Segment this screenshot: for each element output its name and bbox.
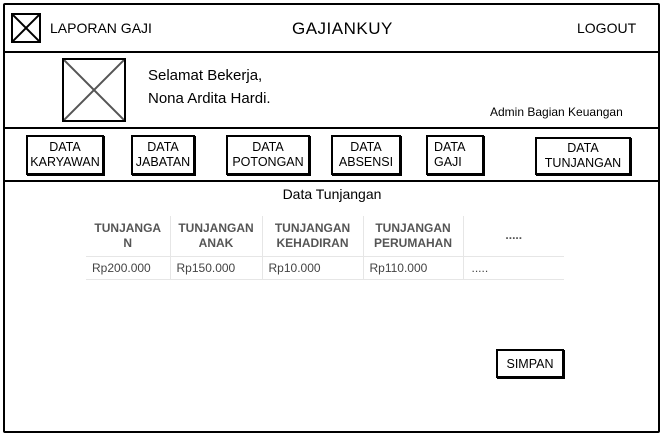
header-line2: PERUMAHAN	[374, 235, 452, 250]
user-role: Admin Bagian Keuangan	[490, 105, 623, 119]
app-title: GAJIANKUY	[292, 19, 393, 38]
nav-label-line1: DATA	[434, 140, 466, 154]
nav-label-line2: KARYAWAN	[30, 155, 100, 169]
nav-label-line2: ABSENSI	[338, 155, 394, 169]
nav-label-line1: DATA	[147, 140, 179, 154]
table-cell: .....	[463, 256, 564, 279]
nav-label-line1: DATA	[350, 140, 382, 154]
header-line2: N	[123, 235, 133, 250]
column-header-perumahan	[363, 216, 463, 256]
nav-data-tunjangan-button[interactable]	[535, 137, 631, 175]
logo-placeholder-icon	[11, 13, 41, 43]
section-title: Data Tunjangan	[282, 186, 382, 202]
column-header-more	[463, 216, 564, 256]
table-cell: Rp110.000	[363, 256, 463, 279]
header-line2: KEHADIRAN	[276, 235, 349, 250]
nav-data-potongan-button[interactable]	[226, 135, 310, 175]
nav-label-line1: DATA	[567, 141, 599, 155]
header-line1: TUNJANGA	[94, 220, 162, 235]
logout-button[interactable]: LOGOUT	[577, 20, 637, 36]
nav-data-jabatan-button[interactable]	[131, 135, 195, 175]
table-header-row	[86, 216, 564, 256]
tunjangan-table	[86, 216, 564, 280]
divider	[3, 51, 660, 53]
nav-data-absensi-button[interactable]	[331, 135, 401, 175]
laporan-gaji-link[interactable]: LAPORAN GAJI	[50, 20, 152, 36]
table-row	[86, 256, 564, 279]
simpan-button[interactable]: SIMPAN	[496, 349, 564, 378]
nav-label-line2: GAJI	[434, 155, 462, 169]
column-header-anak	[170, 216, 262, 256]
nav-label-line1: DATA	[252, 140, 284, 154]
table-cell: Rp150.000	[170, 256, 262, 279]
column-header-tunjangan	[86, 216, 170, 256]
nav-label-line2: JABATAN	[135, 155, 191, 169]
column-header-kehadiran	[262, 216, 363, 256]
header-line1: TUNJANGAN	[178, 220, 254, 235]
header-line2: ANAK	[198, 235, 234, 250]
table-cell: Rp10.000	[262, 256, 363, 279]
nav-data-karyawan-button[interactable]	[26, 135, 104, 175]
nav-label-line2: TUNJANGAN	[544, 156, 622, 170]
greeting-name: Nona Ardita Hardi.	[148, 90, 271, 107]
divider	[3, 127, 660, 129]
nav-label-line2: POTONGAN	[232, 155, 304, 169]
header-line1: .....	[505, 228, 523, 243]
header-line1: TUNJANGAN	[375, 220, 451, 235]
divider	[3, 180, 660, 182]
nav-data-gaji-button[interactable]	[426, 135, 484, 175]
table-cell: Rp200.000	[86, 256, 170, 279]
avatar	[62, 58, 126, 122]
header-line1: TUNJANGAN	[274, 220, 351, 235]
nav-label-line1: DATA	[49, 140, 81, 154]
greeting-line-1: Selamat Bekerja,	[148, 67, 263, 84]
